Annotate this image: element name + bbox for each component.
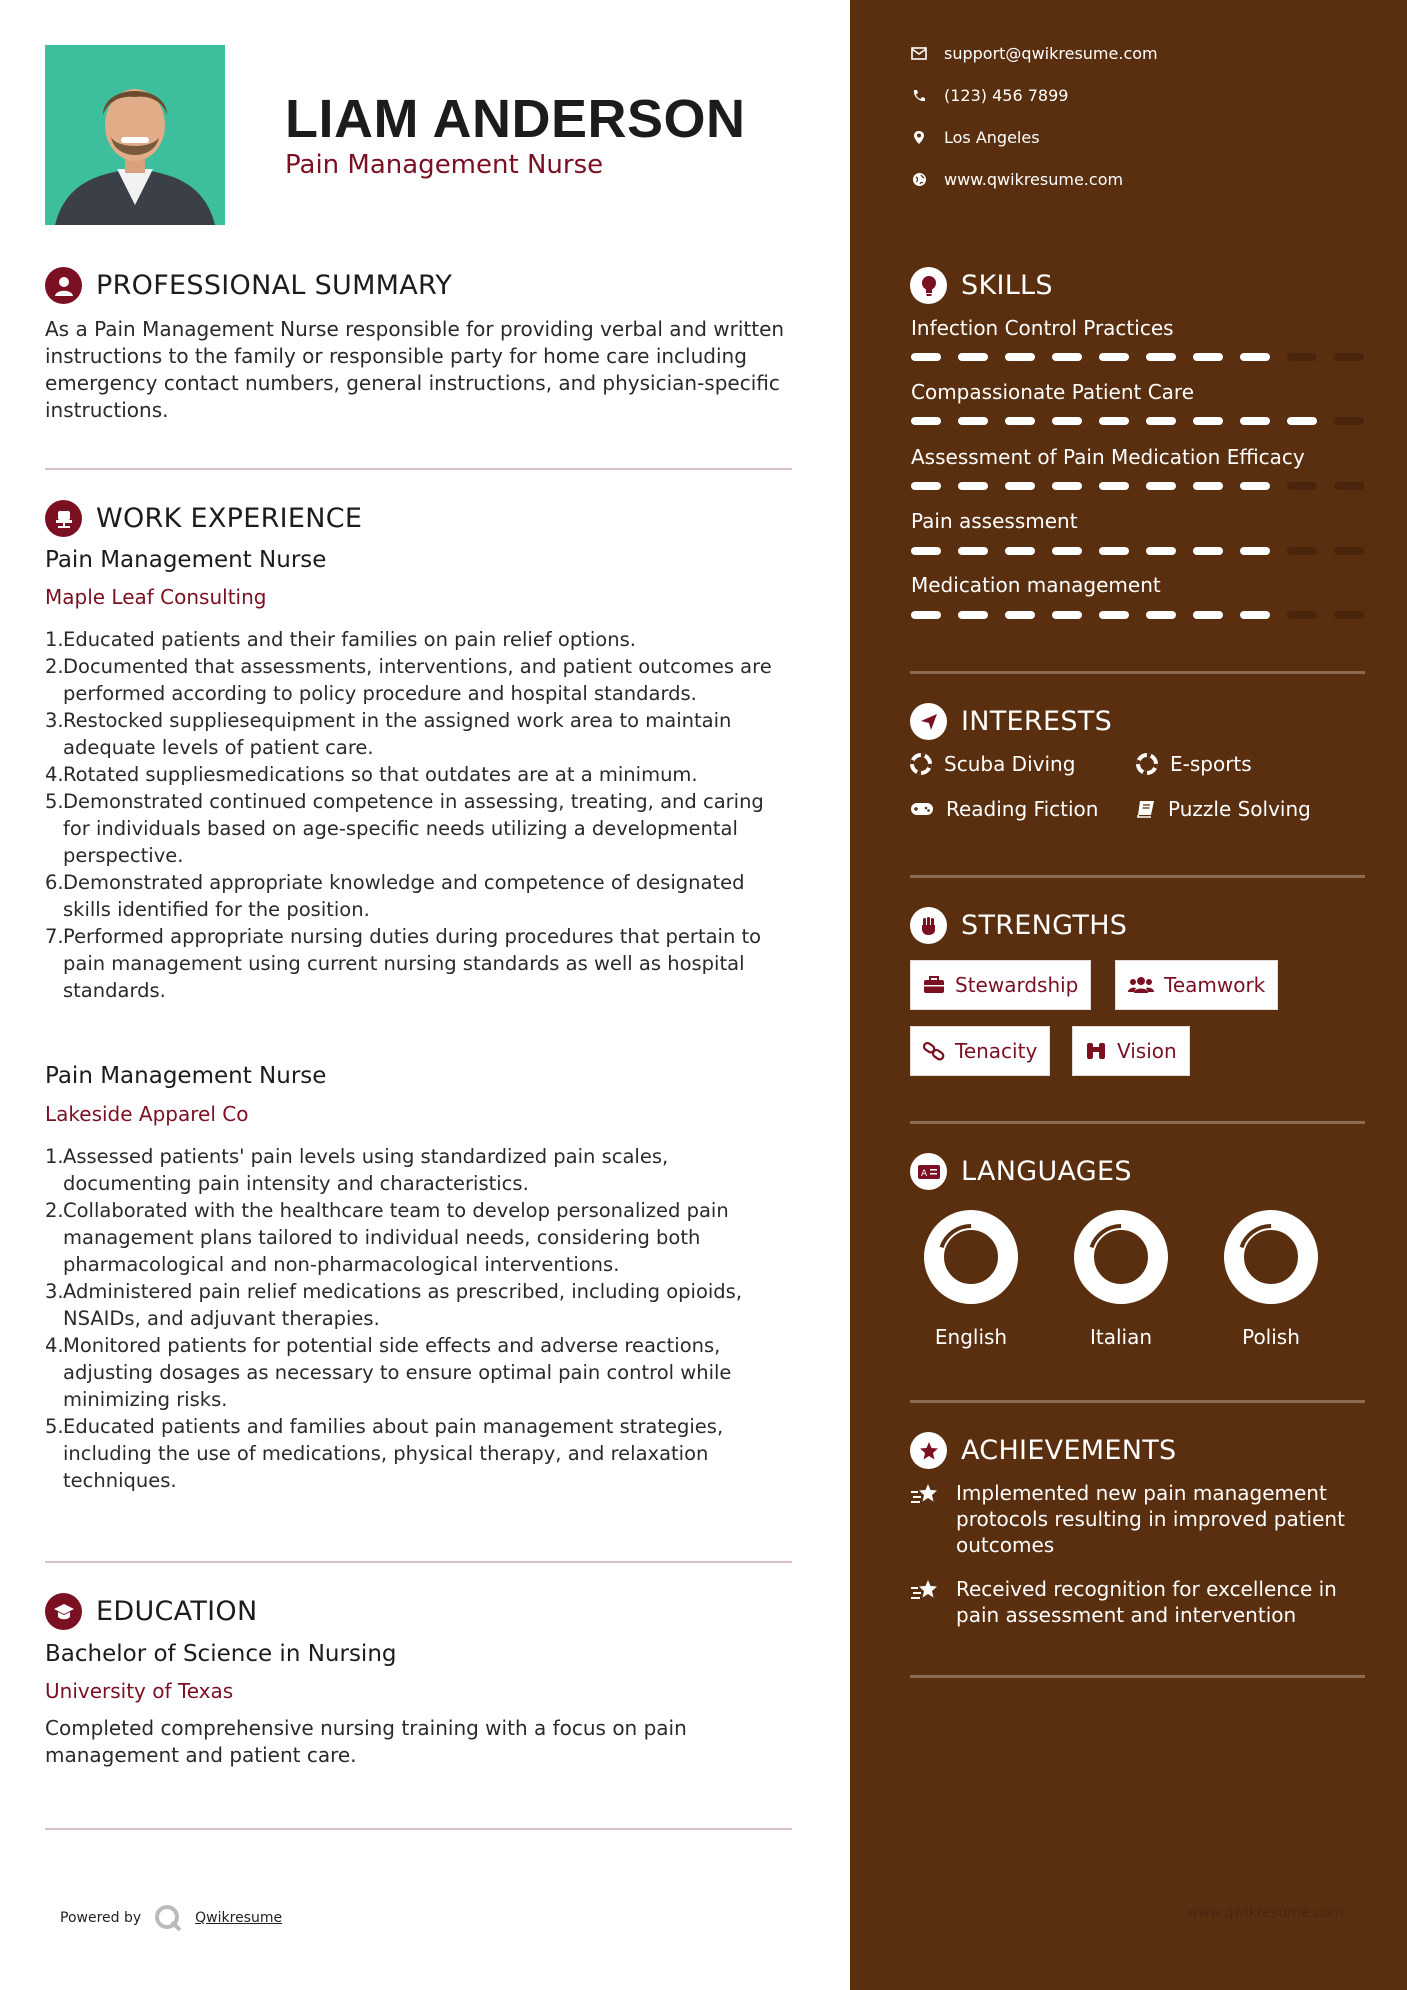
- achievements-heading: ACHIEVEMENTS: [961, 1435, 1177, 1466]
- skill-name: Medication management: [911, 573, 1161, 597]
- list-item: 7. Performed appropriate nursing duties during procedures that pertain to pain management using current nursing standards as well as hospital standards.: [45, 925, 762, 1002]
- job-bullets: [45, 626, 795, 1004]
- user-icon: [45, 267, 82, 304]
- envelope-icon: [911, 47, 927, 60]
- book-icon: [1136, 799, 1156, 819]
- skill-dash: [1193, 417, 1223, 425]
- candidate-name: LIAM ANDERSON: [285, 89, 746, 149]
- lifebuoy-icon: [1136, 753, 1158, 775]
- skill-name: Infection Control Practices: [911, 316, 1174, 340]
- summary-text: As a Pain Management Nurse responsible for providing verbal and written instructions to the family or responsible party for home care including emergency contact numbers, general instructions, and physician-specific instructions.: [45, 317, 785, 422]
- language-item: [1196, 1207, 1346, 1349]
- list-item: 2. Documented that assessments, interventions, and patient outcomes are performed according to policy procedure and hospital standards.: [45, 655, 772, 705]
- skill-dash: [1005, 482, 1035, 490]
- skill-dash: [1146, 611, 1176, 619]
- graduation-cap-icon: [45, 1593, 82, 1630]
- location-text: Los Angeles: [944, 128, 1040, 147]
- skill-dash: [1334, 353, 1364, 361]
- skill-dash: [1005, 611, 1035, 619]
- qwikresume-link[interactable]: Qwikresume: [195, 1910, 283, 1926]
- binoculars-icon: [1085, 1041, 1107, 1061]
- list-item: 5. Demonstrated continued competence in assessing, treating, and caring for individuals based on age-specific needs utilizing a developmental perspective.: [45, 790, 764, 867]
- skill-dash: [1052, 353, 1082, 361]
- shooting-star-icon: [910, 1482, 940, 1508]
- phone-text: (123) 456 7899: [944, 86, 1069, 105]
- gamepad-icon: [910, 801, 934, 817]
- skill-meter: [911, 611, 1364, 619]
- skill-dash: [911, 547, 941, 555]
- svg-text:A: A: [920, 1168, 927, 1179]
- languages-heading: LANGUAGES: [961, 1156, 1132, 1187]
- globe-icon: [912, 172, 927, 187]
- skill-dash: [911, 611, 941, 619]
- skill-dash: [1099, 482, 1129, 490]
- list-item: 1. Educated patients and their families on pain relief options.: [45, 628, 636, 651]
- divider: [910, 1400, 1365, 1403]
- divider: [910, 671, 1365, 674]
- language-ring: [1221, 1207, 1321, 1307]
- language-ring-hole: [1247, 1233, 1295, 1281]
- skill-dash: [1146, 482, 1176, 490]
- list-item: 1. Assessed patients' pain levels using standardized pain scales, documenting pain intensity and characteristics.: [45, 1145, 669, 1195]
- summary-section-header: [45, 267, 452, 304]
- lifebuoy-icon: [910, 753, 932, 775]
- skill-dash: [1240, 353, 1270, 361]
- skill-dash: [1099, 547, 1129, 555]
- skill-dash: [958, 482, 988, 490]
- skill-dash: [1099, 353, 1129, 361]
- job-bullets: [45, 1143, 795, 1494]
- language-icon: [910, 1153, 947, 1190]
- divider: [910, 1121, 1365, 1124]
- interests-section-header: [910, 703, 1112, 740]
- strength-tag: Tenacity: [910, 1026, 1050, 1076]
- achievement-item: Received recognition for excellence in pain assessment and intervention: [910, 1576, 1370, 1628]
- job-title: Pain Management Nurse: [45, 547, 327, 573]
- experience-section-header: [45, 500, 362, 537]
- email-text[interactable]: support@qwikresume.com: [944, 44, 1158, 63]
- education-heading: EDUCATION: [96, 1596, 258, 1627]
- footer-url: www.qwikresume.com: [1187, 1905, 1344, 1921]
- education-text: Completed comprehensive nursing training with a focus on pain management and patient care.: [45, 1716, 687, 1767]
- language-ring: [1071, 1207, 1171, 1307]
- skill-dash: [1052, 611, 1082, 619]
- list-item: 3. Restocked suppliesequipment in the assigned work area to maintain adequate levels of patient care.: [45, 709, 732, 759]
- interest-item: E-sports: [1136, 752, 1252, 776]
- summary-heading: PROFESSIONAL SUMMARY: [96, 270, 453, 301]
- skill-dash: [1240, 547, 1270, 555]
- skill-dash: [1146, 417, 1176, 425]
- company-name: Maple Leaf Consulting: [45, 585, 267, 609]
- experience-heading: WORK EXPERIENCE: [96, 503, 363, 534]
- powered-label: Powered by: [60, 1910, 142, 1926]
- list-item: 3. Administered pain relief medications as prescribed, including opioids, NSAIDs, and adjuvant therapies.: [45, 1280, 743, 1330]
- achievements-section-header: [910, 1432, 1177, 1469]
- skill-dash: [1334, 482, 1364, 490]
- skill-dash: [958, 417, 988, 425]
- skill-name: Pain assessment: [911, 509, 1078, 533]
- skills-section-header: [910, 267, 1053, 304]
- skill-dash: [1052, 482, 1082, 490]
- skill-dash: [911, 353, 941, 361]
- list-item: 2. Collaborated with the healthcare team to develop personalized pain management plans tailored to individual needs, considering both pharmacological and non-pharmacological interventions.: [45, 1199, 729, 1276]
- list-item: 4. Rotated suppliesmedications so that outdates are at a minimum.: [45, 763, 698, 786]
- skill-dash: [1005, 417, 1035, 425]
- skill-dash: [1099, 417, 1129, 425]
- link-icon: [923, 1041, 945, 1061]
- qwikresume-logo-icon: [153, 1903, 183, 1933]
- language-name: English: [934, 1325, 1008, 1349]
- skill-dash: [958, 547, 988, 555]
- skill-dash: [958, 353, 988, 361]
- skill-dash: [1240, 482, 1270, 490]
- strength-tag: Stewardship: [910, 960, 1091, 1010]
- divider: [910, 875, 1365, 878]
- language-item: [896, 1207, 1046, 1349]
- skill-dash: [1052, 417, 1082, 425]
- skill-name: Assessment of Pain Medication Efficacy: [911, 445, 1305, 469]
- list-item: 6. Demonstrated appropriate knowledge and competence of designated skills identified for the position.: [45, 871, 745, 921]
- skill-dash: [1287, 482, 1317, 490]
- divider: [45, 1561, 792, 1563]
- strength-tag: Teamwork: [1115, 960, 1278, 1010]
- divider: [45, 1828, 792, 1830]
- skill-dash: [1240, 611, 1270, 619]
- skill-dash: [1146, 547, 1176, 555]
- languages-section-header: [910, 1153, 1132, 1190]
- list-item: 5. Educated patients and families about pain management strategies, including the use of medications, physical therapy, and relaxation techniques.: [45, 1415, 724, 1492]
- shooting-star-icon: [910, 1578, 940, 1604]
- skill-dash: [1334, 547, 1364, 555]
- skill-name: Compassionate Patient Care: [911, 380, 1195, 404]
- skill-meter: [911, 547, 1364, 555]
- language-item: [1046, 1207, 1196, 1349]
- skill-dash: [1287, 417, 1317, 425]
- strengths-section-header: [910, 907, 1127, 944]
- language-ring-hole: [1097, 1233, 1145, 1281]
- skills-heading: SKILLS: [961, 270, 1053, 301]
- strength-tag: Vision: [1072, 1026, 1190, 1076]
- skill-dash: [1334, 611, 1364, 619]
- skill-dash: [1052, 547, 1082, 555]
- skill-dash: [1005, 353, 1035, 361]
- website-text[interactable]: www.qwikresume.com: [944, 170, 1124, 189]
- strengths-heading: STRENGTHS: [961, 910, 1128, 941]
- job-title: Pain Management Nurse: [45, 1063, 327, 1089]
- profile-photo: [45, 45, 225, 225]
- contact-phone: [910, 86, 1068, 105]
- school-name: University of Texas: [45, 1679, 234, 1703]
- briefcase-icon: [923, 976, 945, 994]
- contact-website: [910, 170, 1123, 189]
- skill-dash: [1240, 417, 1270, 425]
- skill-dash: [1334, 417, 1364, 425]
- education-section-header: [45, 1593, 257, 1630]
- skill-dash: [958, 611, 988, 619]
- skill-dash: [911, 417, 941, 425]
- skill-dash: [1287, 547, 1317, 555]
- candidate-title: Pain Management Nurse: [285, 150, 604, 180]
- skill-dash: [1005, 547, 1035, 555]
- interest-item: Puzzle Solving: [1136, 797, 1311, 821]
- language-ring-hole: [947, 1233, 995, 1281]
- star-badge-icon: [910, 1432, 947, 1469]
- skill-meter: [911, 417, 1364, 425]
- hand-icon: [910, 907, 947, 944]
- achievement-item: Implemented new pain management protocols resulting in improved patient outcomes: [910, 1480, 1370, 1558]
- skill-dash: [1193, 353, 1223, 361]
- degree-title: Bachelor of Science in Nursing: [45, 1641, 397, 1667]
- skill-dash: [1193, 547, 1223, 555]
- interests-heading: INTERESTS: [961, 706, 1113, 737]
- language-name: Polish: [1242, 1325, 1300, 1349]
- skill-dash: [1099, 611, 1129, 619]
- paper-plane-icon: [910, 703, 947, 740]
- skill-dash: [1287, 611, 1317, 619]
- language-ring: [921, 1207, 1021, 1307]
- skill-dash: [911, 482, 941, 490]
- lightbulb-icon: [910, 267, 947, 304]
- list-item: 4. Monitored patients for potential side effects and adverse reactions, adjusting dosages as necessary to ensure optimal pain control while minimizing risks.: [45, 1334, 732, 1411]
- map-pin-icon: [913, 130, 925, 145]
- skill-dash: [1287, 353, 1317, 361]
- powered-by: [60, 1903, 282, 1933]
- interest-item: Scuba Diving: [910, 752, 1075, 776]
- divider: [910, 1675, 1365, 1678]
- briefcase-chair-icon: [45, 500, 82, 537]
- skill-dash: [1146, 353, 1176, 361]
- contact-location: [910, 128, 1040, 147]
- skill-dash: [1193, 611, 1223, 619]
- company-name: Lakeside Apparel Co: [45, 1102, 249, 1126]
- language-name: Italian: [1089, 1325, 1153, 1349]
- skill-meter: [911, 353, 1364, 361]
- contact-email: [910, 44, 1158, 63]
- divider: [45, 468, 792, 470]
- interest-item: Reading Fiction: [910, 797, 1098, 821]
- users-icon: [1128, 976, 1154, 994]
- phone-icon: [912, 89, 926, 103]
- skill-dash: [1193, 482, 1223, 490]
- skill-meter: [911, 482, 1364, 490]
